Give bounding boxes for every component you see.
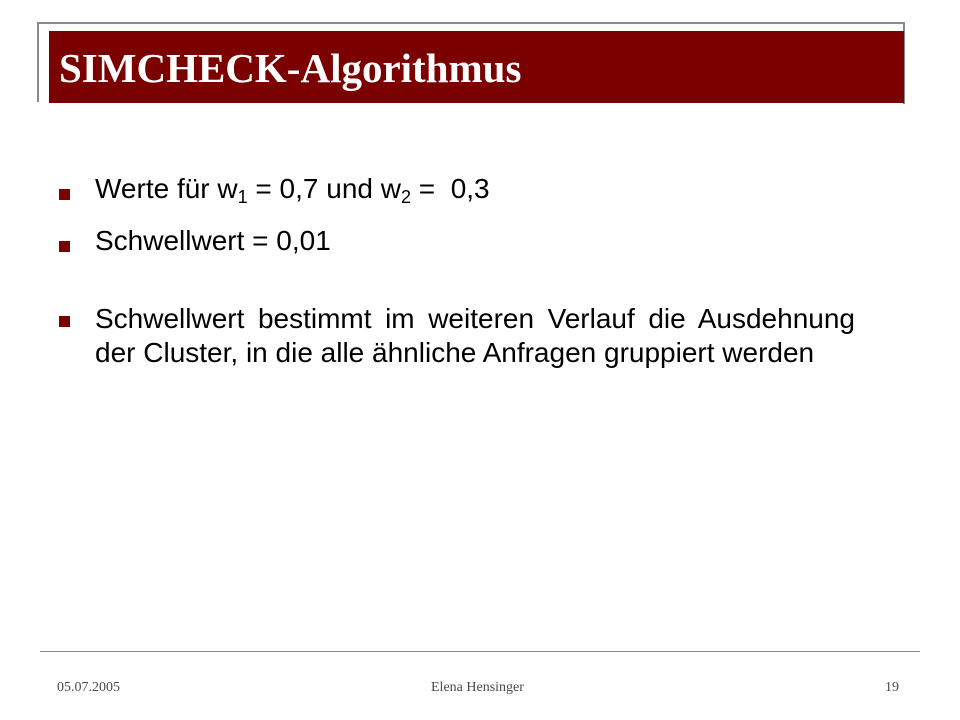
square-bullet-icon — [59, 241, 70, 252]
bullet-text-weights: Werte für $w_1 = 0,7$ und $w_2 = 0,3$ — [95, 173, 490, 207]
frame-top-line — [37, 22, 904, 24]
bullet-text-threshold: Schwellwert = 0,01 — [95, 225, 331, 256]
bullet-text-threshold-explanation: Schwellwert bestimmt im weiteren Verlauf die Ausdehnung der Cluster, in die alle ähnliche Anfragen gruppiert werden — [95, 303, 855, 368]
bullet-item-threshold-explanation — [55, 302, 855, 370]
slide-content — [55, 172, 855, 370]
square-bullet-icon — [59, 189, 70, 200]
footer-page-number: 19 — [885, 680, 899, 695]
footer-author: Elena Hensinger — [431, 680, 524, 695]
square-bullet-icon — [59, 316, 70, 327]
bullet-item-threshold — [55, 224, 855, 258]
frame-left-line — [37, 22, 39, 102]
bullet-item-weights — [55, 172, 855, 206]
footer-date: 05.07.2005 — [57, 680, 120, 695]
footer-divider — [40, 651, 920, 652]
slide-title: SIMCHECK-Algorithmus — [59, 45, 522, 91]
